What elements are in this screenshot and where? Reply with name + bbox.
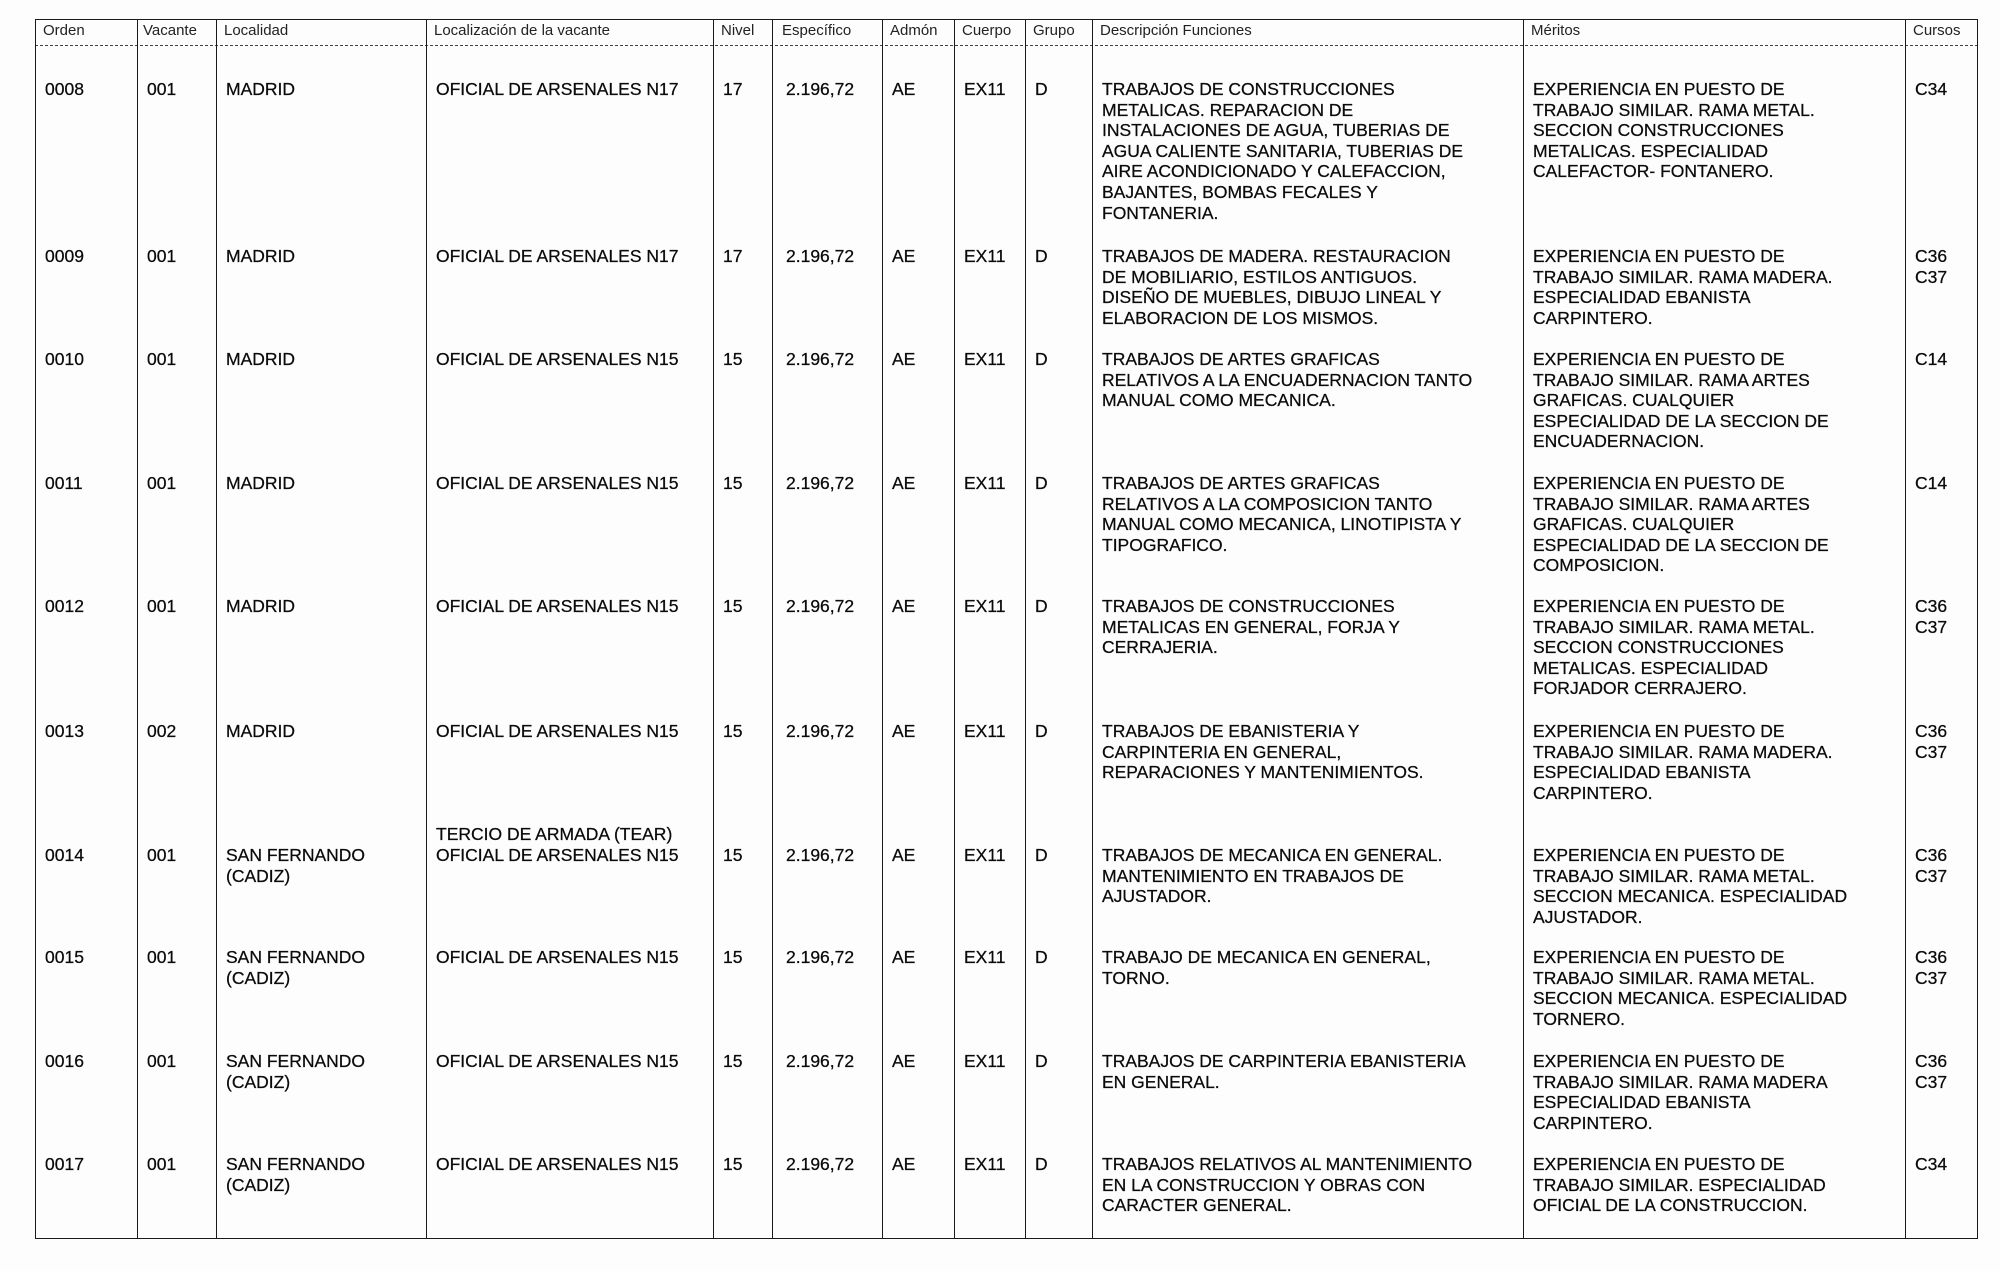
cell-especifico: 2.196,72 bbox=[786, 1051, 855, 1071]
cell-nivel: 15 bbox=[723, 349, 743, 369]
cell-orden: 0014 bbox=[45, 845, 84, 865]
cell-grupo: D bbox=[1035, 721, 1048, 741]
cell-localizacion: OFICIAL DE ARSENALES N15 bbox=[436, 947, 679, 967]
table-row bbox=[0, 947, 2000, 1047]
cell-grupo: D bbox=[1035, 947, 1048, 967]
cell-descripcion: TRABAJOS DE CONSTRUCCIONES METALICAS. REPARACION DE INSTALACIONES DE AGUA, TUBERIAS DE AGUA CALIENTE SANITARIA, TUBERIAS DE AIRE ACONDICIONADO Y CALEFACCION, BAJANTES, BOMBAS FECALES Y FONTANERIA. bbox=[1102, 79, 1464, 223]
table-row bbox=[0, 596, 2000, 699]
cell-especifico: 2.196,72 bbox=[786, 349, 855, 369]
cell-nivel: 15 bbox=[723, 1154, 743, 1174]
cell-meritos: EXPERIENCIA EN PUESTO DE TRABAJO SIMILAR. RAMA MADERA. ESPECIALIDAD EBANISTA CARPINTERO. bbox=[1533, 721, 1833, 803]
cell-localizacion: OFICIAL DE ARSENALES N15 bbox=[436, 349, 679, 369]
cell-vacante: 002 bbox=[147, 721, 177, 741]
cell-grupo: D bbox=[1035, 596, 1048, 616]
cell-localidad: SAN FERNANDO (CADIZ) bbox=[226, 1154, 366, 1195]
cell-descripcion: TRABAJOS DE EBANISTERIA Y CARPINTERIA EN GENERAL, REPARACIONES Y MANTENIMIENTOS. bbox=[1102, 721, 1424, 783]
cell-cursos: C36 C37 bbox=[1915, 721, 1948, 762]
cell-admon: AE bbox=[892, 349, 916, 369]
cell-localizacion: OFICIAL DE ARSENALES N15 bbox=[436, 1051, 679, 1071]
cell-descripcion: TRABAJOS DE MADERA. RESTAURACION DE MOBILIARIO, ESTILOS ANTIGUOS. DISEÑO DE MUEBLES, DIBUJO LINEAL Y ELABORACION DE LOS MISMOS. bbox=[1102, 246, 1451, 328]
cell-descripcion: TRABAJOS RELATIVOS AL MANTENIMIENTO EN LA CONSTRUCCION Y OBRAS CON CARACTER GENERAL. bbox=[1102, 1154, 1473, 1216]
cell-grupo: D bbox=[1035, 845, 1048, 865]
header-cuerpo: Cuerpo bbox=[962, 22, 1012, 39]
cell-especifico: 2.196,72 bbox=[786, 845, 855, 865]
cell-localizacion: OFICIAL DE ARSENALES N15 bbox=[436, 1154, 679, 1174]
header-grupo: Grupo bbox=[1033, 22, 1075, 39]
cell-admon: AE bbox=[892, 721, 916, 741]
cell-vacante: 001 bbox=[147, 349, 177, 369]
cell-nivel: 15 bbox=[723, 845, 743, 865]
header-localizacion: Localización de la vacante bbox=[434, 22, 610, 39]
cell-vacante: 001 bbox=[147, 947, 177, 967]
header-admon: Admón bbox=[890, 22, 938, 39]
cell-grupo: D bbox=[1035, 1051, 1048, 1071]
cell-cursos: C36 C37 bbox=[1915, 947, 1948, 988]
cell-localizacion: OFICIAL DE ARSENALES N17 bbox=[436, 79, 679, 99]
cell-vacante: 001 bbox=[147, 473, 177, 493]
cell-orden: 0013 bbox=[45, 721, 84, 741]
cell-cursos: C34 bbox=[1915, 1154, 1948, 1174]
cell-grupo: D bbox=[1035, 349, 1048, 369]
header-localidad: Localidad bbox=[224, 22, 289, 39]
cell-nivel: 15 bbox=[723, 473, 743, 493]
cell-cursos: C36 C37 bbox=[1915, 246, 1948, 287]
cell-cursos: C14 bbox=[1915, 473, 1948, 493]
cell-orden: 0010 bbox=[45, 349, 84, 369]
cell-orden: 0009 bbox=[45, 246, 84, 266]
cell-grupo: D bbox=[1035, 79, 1048, 99]
cell-admon: AE bbox=[892, 596, 916, 616]
cell-orden: 0016 bbox=[45, 1051, 84, 1071]
cell-admon: AE bbox=[892, 1154, 916, 1174]
cell-cursos: C36 C37 bbox=[1915, 596, 1948, 637]
table-row bbox=[0, 246, 2000, 346]
cell-localidad: MADRID bbox=[226, 79, 296, 99]
table-row bbox=[0, 1154, 2000, 1254]
cell-cuerpo: EX11 bbox=[964, 947, 1006, 967]
cell-descripcion: TRABAJO DE MECANICA EN GENERAL, TORNO. bbox=[1102, 947, 1431, 988]
cell-vacante: 001 bbox=[147, 246, 177, 266]
cell-orden: 0015 bbox=[45, 947, 84, 967]
cell-localizacion: OFICIAL DE ARSENALES N15 bbox=[436, 596, 679, 616]
cell-cursos: C34 bbox=[1915, 79, 1948, 99]
cell-vacante: 001 bbox=[147, 79, 177, 99]
cell-admon: AE bbox=[892, 1051, 916, 1071]
cell-grupo: D bbox=[1035, 246, 1048, 266]
cell-localizacion: OFICIAL DE ARSENALES N15 bbox=[436, 473, 679, 493]
cell-descripcion: TRABAJOS DE MECANICA EN GENERAL. MANTENIMIENTO EN TRABAJOS DE AJUSTADOR. bbox=[1102, 845, 1443, 907]
cell-cursos: C14 bbox=[1915, 349, 1948, 369]
cell-cuerpo: EX11 bbox=[964, 721, 1006, 741]
cell-cursos: C36 C37 bbox=[1915, 845, 1948, 886]
cell-meritos: EXPERIENCIA EN PUESTO DE TRABAJO SIMILAR. RAMA METAL. SECCION CONSTRUCCIONES METALICAS. ESPECIALIDAD CALEFACTOR- FONTANERO. bbox=[1533, 79, 1815, 182]
cell-meritos: EXPERIENCIA EN PUESTO DE TRABAJO SIMILAR. RAMA METAL. SECCION MECANICA. ESPECIALIDAD AJUSTADOR. bbox=[1533, 845, 1848, 927]
cell-descripcion: TRABAJOS DE ARTES GRAFICAS RELATIVOS A LA COMPOSICION TANTO MANUAL COMO MECANICA, LINOTIPISTA Y TIPOGRAFICO. bbox=[1102, 473, 1462, 555]
cell-localidad: SAN FERNANDO (CADIZ) bbox=[226, 1051, 366, 1092]
cell-especifico: 2.196,72 bbox=[786, 947, 855, 967]
table-row bbox=[0, 824, 2000, 945]
cell-descripcion: TRABAJOS DE ARTES GRAFICAS RELATIVOS A LA ENCUADERNACION TANTO MANUAL COMO MECANICA. bbox=[1102, 349, 1473, 411]
cell-nivel: 15 bbox=[723, 1051, 743, 1071]
table-top-border bbox=[35, 19, 1978, 20]
header-nivel: Nivel bbox=[721, 22, 755, 39]
cell-grupo: D bbox=[1035, 1154, 1048, 1174]
cell-orden: 0011 bbox=[45, 473, 83, 493]
header-descripcion: Descripción Funciones bbox=[1100, 22, 1252, 39]
cell-cuerpo: EX11 bbox=[964, 1154, 1006, 1174]
cell-admon: AE bbox=[892, 845, 916, 865]
cell-nivel: 17 bbox=[723, 246, 743, 266]
cell-meritos: EXPERIENCIA EN PUESTO DE TRABAJO SIMILAR. RAMA METAL. SECCION MECANICA. ESPECIALIDAD TORNERO. bbox=[1533, 947, 1848, 1029]
cell-vacante: 001 bbox=[147, 845, 177, 865]
cell-meritos: EXPERIENCIA EN PUESTO DE TRABAJO SIMILAR. RAMA ARTES GRAFICAS. CUALQUIER ESPECIALIDAD DE LA SECCION DE ENCUADERNACION. bbox=[1533, 349, 1829, 452]
cell-cuerpo: EX11 bbox=[964, 845, 1006, 865]
cell-cuerpo: EX11 bbox=[964, 596, 1006, 616]
cell-localizacion: TERCIO DE ARMADA (TEAR) OFICIAL DE ARSENALES N15 bbox=[436, 824, 679, 865]
cell-orden: 0012 bbox=[45, 596, 84, 616]
cell-especifico: 2.196,72 bbox=[786, 79, 855, 99]
cell-cuerpo: EX11 bbox=[964, 349, 1006, 369]
cell-admon: AE bbox=[892, 947, 916, 967]
table-row bbox=[0, 473, 2000, 576]
header-vacante: Vacante bbox=[143, 22, 197, 39]
cell-especifico: 2.196,72 bbox=[786, 596, 855, 616]
cell-localidad: MADRID bbox=[226, 349, 296, 369]
header-cursos: Cursos bbox=[1913, 22, 1961, 39]
cell-meritos: EXPERIENCIA EN PUESTO DE TRABAJO SIMILAR. RAMA MADERA ESPECIALIDAD EBANISTA CARPINTERO. bbox=[1533, 1051, 1828, 1133]
cell-localidad: SAN FERNANDO (CADIZ) bbox=[226, 947, 366, 988]
cell-nivel: 15 bbox=[723, 596, 743, 616]
cell-cuerpo: EX11 bbox=[964, 246, 1006, 266]
cell-nivel: 17 bbox=[723, 79, 743, 99]
cell-admon: AE bbox=[892, 246, 916, 266]
cell-cuerpo: EX11 bbox=[964, 473, 1006, 493]
cell-especifico: 2.196,72 bbox=[786, 1154, 855, 1174]
cell-localidad: MADRID bbox=[226, 596, 296, 616]
cell-admon: AE bbox=[892, 79, 916, 99]
cell-meritos: EXPERIENCIA EN PUESTO DE TRABAJO SIMILAR. RAMA METAL. SECCION CONSTRUCCIONES METALICAS. ESPECIALIDAD FORJADOR CERRAJERO. bbox=[1533, 596, 1815, 699]
table-row bbox=[0, 349, 2000, 452]
header-meritos: Méritos bbox=[1531, 22, 1581, 39]
cell-meritos: EXPERIENCIA EN PUESTO DE TRABAJO SIMILAR. RAMA ARTES GRAFICAS. CUALQUIER ESPECIALIDAD DE LA SECCION DE COMPOSICION. bbox=[1533, 473, 1829, 576]
table-row bbox=[0, 1051, 2000, 1151]
cell-especifico: 2.196,72 bbox=[786, 246, 855, 266]
cell-descripcion: TRABAJOS DE CONSTRUCCIONES METALICAS EN GENERAL, FORJA Y CERRAJERIA. bbox=[1102, 596, 1400, 658]
cell-grupo: D bbox=[1035, 473, 1048, 493]
table-row bbox=[0, 79, 2000, 223]
cell-localidad: SAN FERNANDO (CADIZ) bbox=[226, 845, 366, 886]
table-row bbox=[0, 721, 2000, 821]
cell-nivel: 15 bbox=[723, 947, 743, 967]
cell-meritos: EXPERIENCIA EN PUESTO DE TRABAJO SIMILAR. RAMA MADERA. ESPECIALIDAD EBANISTA CARPINTERO. bbox=[1533, 246, 1833, 328]
cell-meritos: EXPERIENCIA EN PUESTO DE TRABAJO SIMILAR. ESPECIALIDAD OFICIAL DE LA CONSTRUCCION. bbox=[1533, 1154, 1826, 1216]
table-header bbox=[0, 22, 2000, 42]
cell-localidad: MADRID bbox=[226, 473, 296, 493]
cell-descripcion: TRABAJOS DE CARPINTERIA EBANISTERIA EN GENERAL. bbox=[1102, 1051, 1466, 1092]
cell-cuerpo: EX11 bbox=[964, 1051, 1006, 1071]
header-divider bbox=[35, 45, 1978, 46]
cell-localizacion: OFICIAL DE ARSENALES N17 bbox=[436, 246, 679, 266]
cell-especifico: 2.196,72 bbox=[786, 721, 855, 741]
cell-localizacion: OFICIAL DE ARSENALES N15 bbox=[436, 721, 679, 741]
header-especifico: Específico bbox=[782, 22, 852, 39]
cell-vacante: 001 bbox=[147, 596, 177, 616]
cell-vacante: 001 bbox=[147, 1154, 177, 1174]
cell-vacante: 001 bbox=[147, 1051, 177, 1071]
cell-localidad: MADRID bbox=[226, 721, 296, 741]
cell-especifico: 2.196,72 bbox=[786, 473, 855, 493]
cell-localidad: MADRID bbox=[226, 246, 296, 266]
cell-admon: AE bbox=[892, 473, 916, 493]
header-orden: Orden bbox=[43, 22, 85, 39]
cell-cursos: C36 C37 bbox=[1915, 1051, 1948, 1092]
cell-orden: 0008 bbox=[45, 79, 84, 99]
cell-cuerpo: EX11 bbox=[964, 79, 1006, 99]
cell-orden: 0017 bbox=[45, 1154, 84, 1174]
cell-nivel: 15 bbox=[723, 721, 743, 741]
